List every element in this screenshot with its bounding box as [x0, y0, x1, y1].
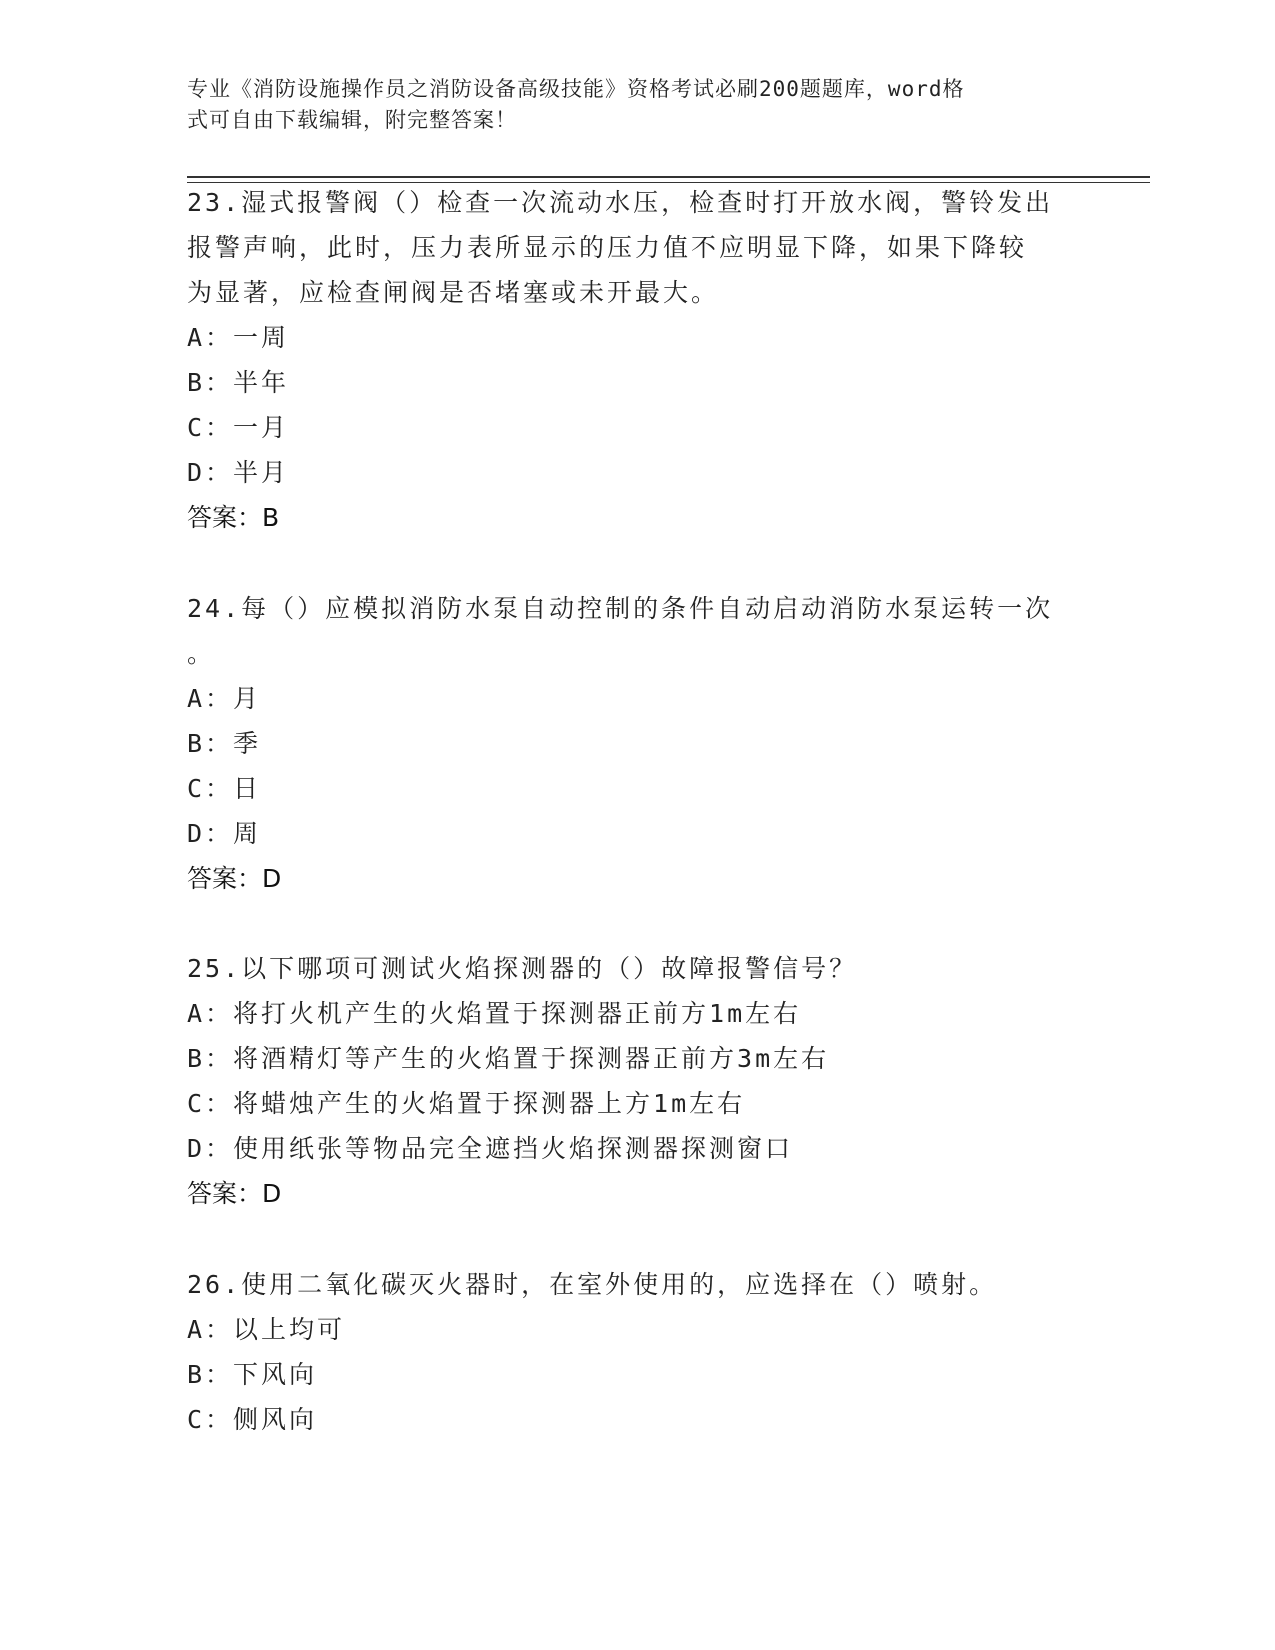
header-line-1: 专业《消防设施操作员之消防设备高级技能》资格考试必刷200题题库，word格 [187, 77, 965, 101]
question-23 [187, 180, 1087, 540]
option-d: D：使用纸张等物品完全遮挡火焰探测器探测窗口 [187, 1134, 794, 1163]
question-24 [187, 586, 1087, 901]
question-26 [187, 1262, 1087, 1442]
question-25 [187, 946, 1087, 1216]
question-text-line: 26.使用二氧化碳灭火器时，在室外使用的，应选择在（）喷射。 [187, 1270, 998, 1299]
option-a: A：将打火机产生的火焰置于探测器正前方1m左右 [187, 999, 802, 1028]
option-b: B：季 [187, 729, 262, 758]
option-b: B：下风向 [187, 1360, 318, 1389]
answer: 答案：B [187, 503, 280, 532]
option-d: D：周 [187, 819, 262, 848]
header-divider [187, 176, 1150, 178]
option-d: D：半月 [187, 458, 290, 487]
answer: 答案：D [187, 864, 282, 893]
question-text-line: 报警声响，此时，压力表所显示的压力值不应明显下降，如果下降较 [187, 233, 1028, 262]
option-c: C：将蜡烛产生的火焰置于探测器上方1m左右 [187, 1089, 746, 1118]
option-a: A：月 [187, 684, 262, 713]
document-header [187, 74, 1087, 136]
question-text-line: 23.湿式报警阀（）检查一次流动水压，检查时打开放水阀，警铃发出 [187, 188, 1054, 217]
option-c: C：侧风向 [187, 1405, 318, 1434]
answer: 答案：D [187, 1179, 282, 1208]
option-b: B：将酒精灯等产生的火焰置于探测器正前方3m左右 [187, 1044, 830, 1073]
option-b: B：半年 [187, 368, 290, 397]
question-text-line: 25.以下哪项可测试火焰探测器的（）故障报警信号？ [187, 954, 858, 983]
question-text-line: 。 [187, 639, 216, 668]
option-c: C：日 [187, 774, 262, 803]
header-line-2: 式可自由下载编辑，附完整答案！ [187, 108, 517, 132]
question-text-line: 为显著，应检查闸阀是否堵塞或未开最大。 [187, 278, 720, 307]
option-c: C：一月 [187, 413, 290, 442]
option-a: A：一周 [187, 323, 290, 352]
question-text-line: 24.每（）应模拟消防水泵自动控制的条件自动启动消防水泵运转一次 [187, 594, 1054, 623]
option-a: A：以上均可 [187, 1315, 346, 1344]
